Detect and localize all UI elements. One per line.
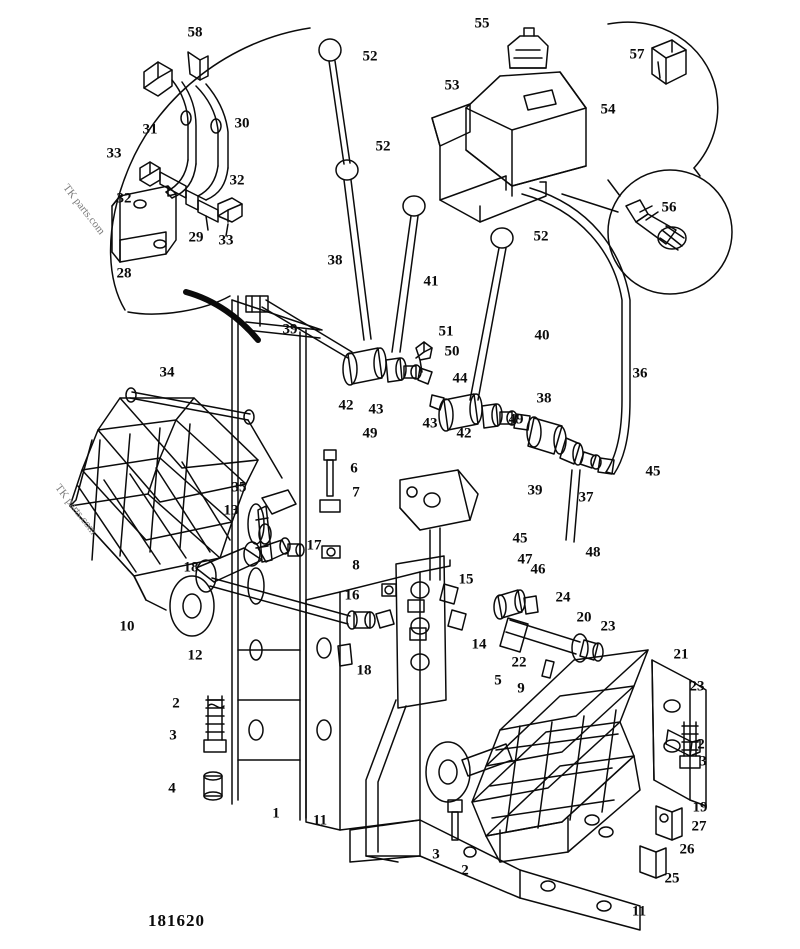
- right-pedal: [426, 590, 706, 878]
- callout-number: 52: [375, 138, 391, 155]
- callout-number: 51: [438, 323, 454, 340]
- callout-number: 45: [645, 463, 661, 480]
- callout-number: 32: [229, 172, 245, 189]
- callout-number: 14: [471, 636, 487, 653]
- callout-number: 42: [338, 397, 354, 414]
- callout-number: 1: [272, 805, 280, 822]
- callout-number: 29: [188, 229, 204, 246]
- callout-number: 54: [600, 101, 616, 118]
- callout-number: 49: [508, 411, 524, 428]
- callout-number: 21: [673, 646, 689, 663]
- callout-number: 12: [187, 647, 203, 664]
- callout-number: 27: [691, 818, 707, 835]
- callout-number: 18: [356, 662, 372, 679]
- callout-number: 40: [534, 327, 550, 344]
- callout-number: 25: [664, 870, 680, 887]
- watermark-2: TK parts.com: [52, 482, 100, 538]
- callout-number: 3: [699, 753, 707, 770]
- callout-number: 3: [432, 846, 440, 863]
- callout-number: 10: [119, 618, 135, 635]
- console-assembly-53: [432, 28, 586, 222]
- callout-number: 23: [600, 618, 616, 635]
- callout-number: 35: [231, 479, 247, 496]
- callout-number: 30: [234, 115, 250, 132]
- callout-number: 53: [444, 77, 460, 94]
- callout-number: 7: [352, 484, 360, 501]
- callout-number: 28: [116, 265, 132, 282]
- callout-number: 2: [697, 736, 705, 753]
- callout-number: 24: [555, 589, 571, 606]
- callout-number: 4: [168, 780, 176, 797]
- callout-number: 48: [585, 544, 601, 561]
- callout-number: 33: [106, 145, 122, 162]
- callout-number: 45: [512, 530, 528, 547]
- callout-number: 32: [116, 190, 132, 207]
- callout-number: 43: [368, 401, 384, 418]
- callout-number: 19: [692, 799, 708, 816]
- callout-number: 52: [362, 48, 378, 65]
- callout-number: 43: [422, 415, 438, 432]
- callout-number: 39: [527, 482, 543, 499]
- joint-blocks-left: [343, 342, 432, 385]
- callout-number: 49: [362, 425, 378, 442]
- callout-number: 52: [533, 228, 549, 245]
- callout-number: 44: [452, 370, 468, 387]
- callout-number: 15: [458, 571, 474, 588]
- callout-number: 41: [423, 273, 439, 290]
- callout-number: 26: [679, 841, 695, 858]
- callout-number: 16: [344, 587, 360, 604]
- watermark-1: TK parts.com: [60, 182, 108, 238]
- spring-assembly-left: [204, 696, 226, 800]
- callout-number: 38: [536, 390, 552, 407]
- callout-number: 3: [169, 727, 177, 744]
- detail-circle-56: [608, 170, 732, 294]
- detail-circle-57: [608, 22, 718, 176]
- callout-number: 38: [327, 252, 343, 269]
- callout-number: 56: [661, 199, 677, 216]
- callout-number: 8: [352, 557, 360, 574]
- callout-number: 37: [578, 489, 594, 506]
- callout-number: 20: [576, 609, 592, 626]
- callout-number: 47: [517, 551, 533, 568]
- callout-number: 6: [350, 460, 358, 477]
- callout-number: 2: [172, 695, 180, 712]
- callout-number: 57: [629, 46, 645, 63]
- callout-number: 18: [183, 559, 199, 576]
- callout-number: 34: [159, 364, 175, 381]
- callout-number: 11: [631, 903, 647, 920]
- callout-number: 2: [461, 862, 469, 879]
- callout-number: 55: [474, 15, 490, 32]
- callout-number: 46: [530, 561, 546, 578]
- callout-number: 23: [689, 678, 705, 695]
- joint-blocks-lower-right: [527, 417, 614, 542]
- callout-number: 13: [223, 502, 239, 519]
- callout-number: 22: [511, 654, 527, 671]
- callout-number: 17: [306, 537, 322, 554]
- callout-number: 5: [494, 672, 502, 689]
- callout-number: 36: [632, 365, 648, 382]
- callout-number: 39: [282, 321, 298, 338]
- drawing-number: 181620: [148, 911, 205, 930]
- callout-number: 50: [444, 343, 460, 360]
- callout-number: 58: [187, 24, 203, 41]
- callout-number: 42: [456, 425, 472, 442]
- callout-number: 9: [517, 680, 525, 697]
- callout-number: 11: [312, 812, 328, 829]
- callout-number: 33: [218, 232, 234, 249]
- callout-number: 31: [142, 121, 158, 138]
